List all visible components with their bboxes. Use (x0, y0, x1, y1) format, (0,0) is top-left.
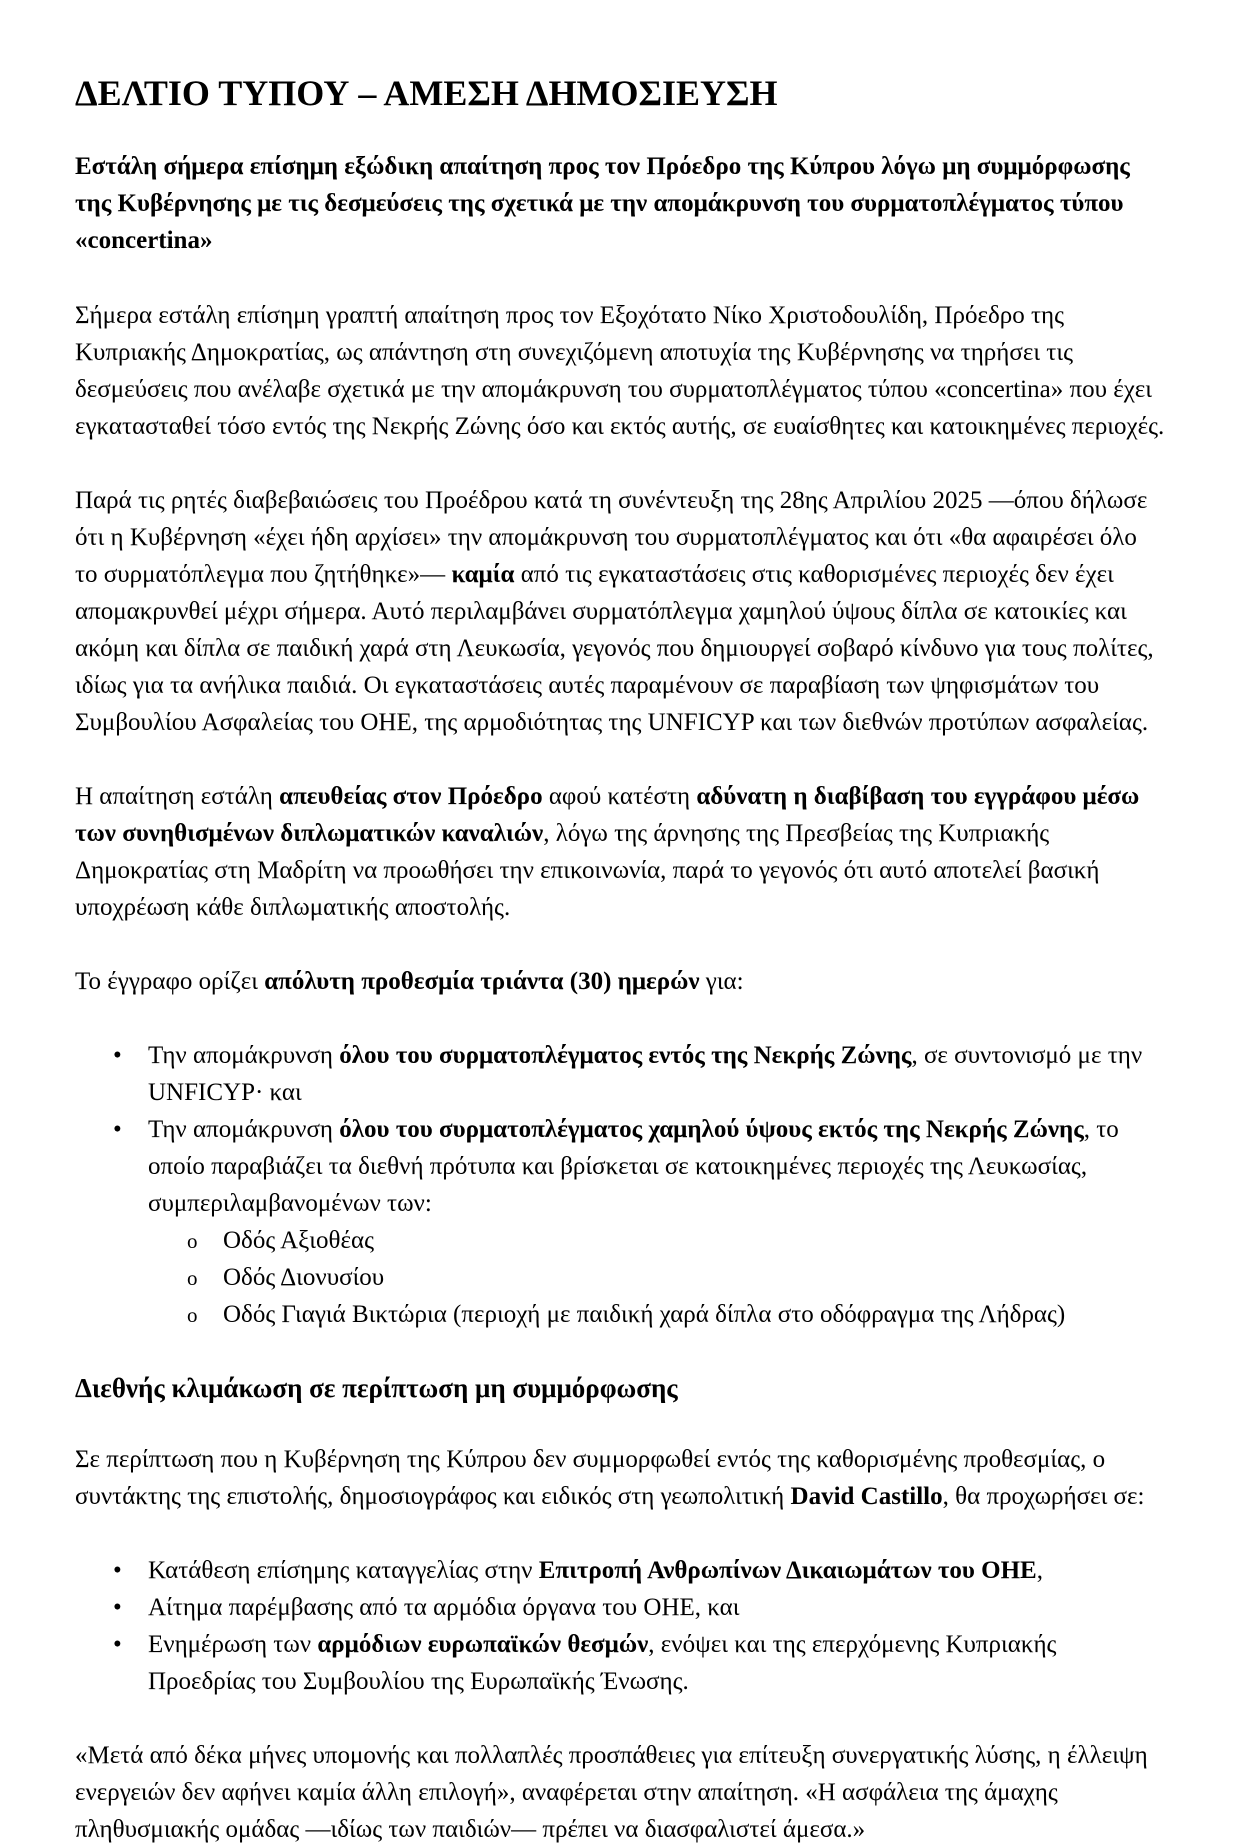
text-run: όλου του συρματοπλέγματος εντός της Νεκρής Ζώνης (339, 1042, 912, 1069)
paragraph-quote (75, 1737, 1165, 1848)
paragraph-escalation (75, 1441, 1165, 1515)
escalation-list (75, 1552, 1165, 1700)
text-run: Παρά τις ρητές διαβεβαιώσεις του Προέδρου κατά τη συνέντευξη της 28ης Απριλίου 2025 —όπου δήλωσε ότι η Κυβέρνηση «έχει ήδη αρχίσει» την απομάκρυνση του συρματοπλέγματος και ότι «θα αφαιρέσει όλο το συρματόπλεγμα που ζητήθηκε»— (75, 487, 1148, 588)
list-item-eu-institutions (75, 1626, 1165, 1700)
list-item-street-dionysiou: o Οδός Διονυσίου (75, 1259, 1165, 1296)
text-run: για: (699, 968, 744, 995)
streets-sublist (148, 1222, 1165, 1333)
text-run: Το έγγραφο ορίζει (75, 968, 265, 995)
list-item-un-intervention (75, 1589, 1165, 1626)
text-run: David Castillo (790, 1483, 943, 1510)
text-run: «Μετά από δέκα μήνες υπομονής και πολλαπλές προσπάθειες για επίτευξη συνεργατικής λύσης, η έλλειψη ενεργειών δεν αφήνει καμία άλλη επιλογή», αναφέρεται στην απαίτηση. «Η ασφάλεια της άμαχης πληθυσμιακής ομάδας —ιδίως των παιδιών— πρέπει να διασφαλιστεί άμεσα.» (75, 1742, 1148, 1843)
list-item-removal-outside-zone-text (148, 1116, 1119, 1217)
list-item-street-axiotheas: o Οδός Αξιοθέας (75, 1222, 1165, 1259)
text-run: από τις εγκαταστάσεις στις καθορισμένες περιοχές δεν έχει απομακρυνθεί μέχρι σήμερα. Αυτό περιλαμβάνει συρματόπλεγμα χαμηλού ύψους δίπλα σε κατοικίες και ακόμη και δίπλα σε παιδική χαρά στη Λευκωσία, γεγονός που δημιουργεί σοβαρό κίνδυνο για τους πολίτες, ιδίως για τα ανήλικα παιδιά. Οι εγκαταστάσεις αυτές παραμένουν σε παραβίαση των ψηφισμάτων του Συμβουλίου Ασφαλείας του ΟΗΕ, της αρμοδιότητας της UNFICYP και των διεθνών προτύπων ασφαλείας. (75, 561, 1154, 736)
text-run: όλου του συρματοπλέγματος χαμηλού ύψους εκτός της Νεκρής Ζώνης (339, 1116, 1084, 1143)
text-run: απόλυτη προθεσμία τριάντα (30) ημερών (264, 968, 700, 995)
text-run: , το οποίο παραβιάζει τα διεθνή πρότυπα και βρίσκεται σε κατοικημένες περιοχές της Λευκωσίας, συμπεριλαμβανομένων των: (148, 1116, 1119, 1217)
paragraph-deadline (75, 963, 1165, 1000)
text-run: αρμόδιων ευρωπαϊκών θεσμών (317, 1631, 649, 1658)
text-run: Την απομάκρυνση (148, 1042, 340, 1069)
text-run: Αίτημα παρέμβασης από τα αρμόδια όργανα του ΟΗΕ, και (148, 1594, 740, 1621)
section-heading-escalation: Διεθνής κλιμάκωση σε περίπτωση μη συμμόρφωσης (75, 1373, 678, 1403)
text-run: , ενόψει και της επερχόμενης Κυπριακής Προεδρίας του Συμβουλίου της Ευρωπαϊκής Ένωσης. (148, 1631, 1057, 1695)
text-run: καμία (451, 561, 515, 588)
text-run: , θα προχωρήσει σε: (942, 1483, 1145, 1510)
text-run: Την απομάκρυνση (148, 1116, 340, 1143)
paragraph-intro (75, 297, 1165, 445)
text-run: Η απαίτηση εστάλη (75, 783, 280, 810)
list-item-un-complaint (75, 1552, 1165, 1589)
text-run: , (1036, 1557, 1043, 1584)
document-title: ΔΕΛΤΙΟ ΤΥΠΟΥ – ΑΜΕΣΗ ΔΗΜΟΣΙΕΥΣΗ (75, 73, 778, 113)
text-run: απευθείας στον Πρόεδρο (279, 783, 543, 810)
text-run: Σε περίπτωση που η Κυβέρνηση της Κύπρου δεν συμμορφωθεί εντός της καθορισμένης προθεσμίας, ο συντάκτης της επιστολής, δημοσιογράφος και ειδικός στη γεωπολιτική (75, 1446, 1106, 1510)
text-run: Κατάθεση επίσημης καταγγελίας στην (148, 1557, 539, 1584)
list-item-street-giagia-viktoria: o Οδός Γιαγιά Βικτώρια (περιοχή με παιδική χαρά δίπλα στο οδόφραγμα της Λήδρας) (75, 1296, 1165, 1333)
text-run: αδύνατη η διαβίβαση του εγγράφου μέσω των συνηθισμένων διπλωματικών καναλιών (75, 783, 1140, 847)
text-run: Επιτροπή Ανθρωπίνων Δικαιωμάτων του ΟΗΕ (538, 1557, 1037, 1584)
text-run: , σε συντονισμό με την UNFICYP· και (148, 1042, 1143, 1106)
text-run: Σήμερα εστάλη επίσημη γραπτή απαίτηση προς τον Εξοχότατο Νίκο Χριστοδουλίδη, Πρόεδρο της Κυπριακής Δημοκρατίας, ως απάντηση στη συνεχιζόμενη αποτυχία της Κυβέρνησης να τηρήσει τις δεσμεύσεις που ανέλαβε σχετικά με την απομάκρυνση του συρματοπλέγματος τύπου «concertina» που έχει εγκατασταθεί τόσο εντός της Νεκρής Ζώνης όσο και εκτός αυτής, σε ευαίσθητες και κατοικημένες περιοχές. (75, 302, 1165, 440)
text-run: αφού κατέστη (542, 783, 697, 810)
text-run: , λόγω της άρνησης της Πρεσβείας της Κυπριακής Δημοκρατίας στη Μαδρίτη να προωθήσει την επικοινωνία, παρά το γεγονός ότι αυτό αποτελεί βασική υποχρέωση κάθε διπλωματικής αποστολής. (75, 820, 1100, 921)
list-item-removal-outside-zone (75, 1111, 1165, 1333)
paragraph-delivery (75, 778, 1165, 926)
list-item-removal-inside-zone (75, 1037, 1165, 1111)
document-subtitle: Εστάλη σήμερα επίσημη εξώδικη απαίτηση προς τον Πρόεδρο της Κύπρου λόγω μη συμμόρφωσης της Κυβέρνησης με τις δεσμεύσεις της σχετικά με την απομάκρυνση του συρματοπλέγματος τύπου «concertina» (75, 153, 1130, 254)
paragraph-assurances (75, 482, 1165, 741)
deadline-list (75, 1037, 1165, 1333)
text-run: Ενημέρωση των (148, 1631, 318, 1658)
